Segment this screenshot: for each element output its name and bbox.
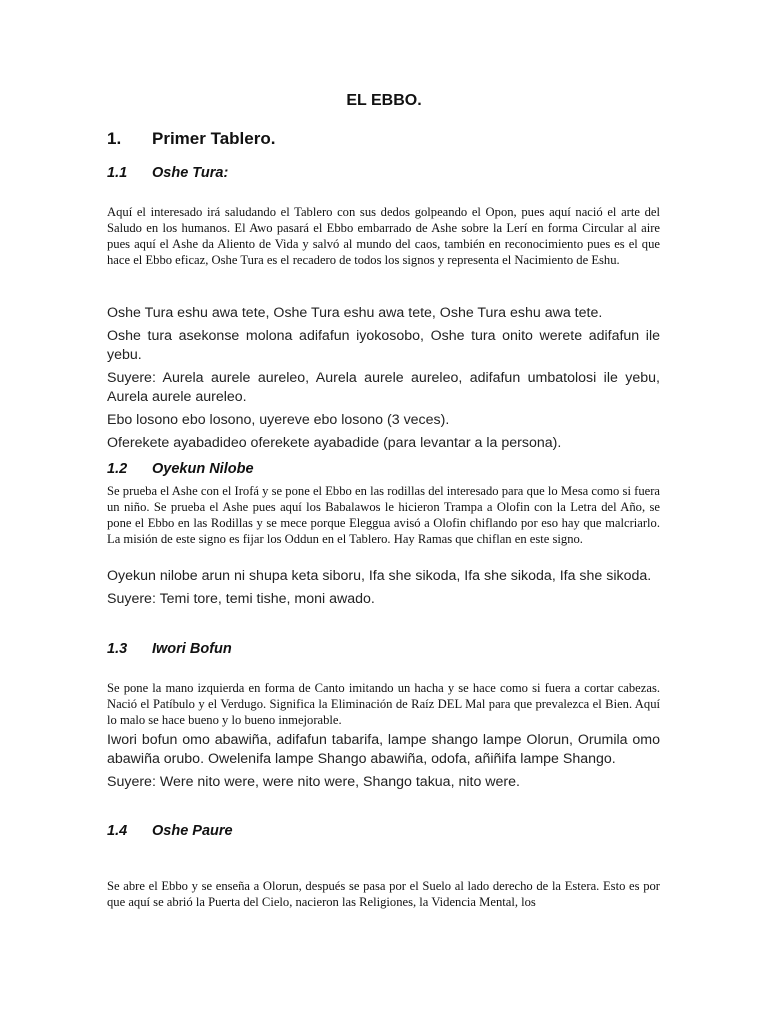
verse-line: Iwori bofun omo abawiña, adifafun tabarifa, lampe shango lampe Olorun, Orumila omo abawiña orubo. Owelenifa lampe Shango abawiña, odofa, añiñifa lampe Shango. — [107, 732, 660, 767]
section-heading — [107, 129, 275, 149]
subsection-title: Oshe Paure — [152, 823, 233, 839]
verse-line: Suyere: Were nito were, were nito were, Shango takua, nito were. — [107, 774, 520, 790]
subsection-heading — [107, 461, 254, 477]
subsection-title: Iwori Bofun — [152, 641, 232, 657]
subsection-number: 1.3 — [107, 641, 128, 657]
subsection-title: Oyekun Nilobe — [152, 461, 254, 477]
verse-line: Suyere: Temi tore, temi tishe, moni awado. — [107, 591, 375, 607]
subsection-number: 1.4 — [107, 823, 128, 839]
verse-line: Oshe Tura eshu awa tete, Oshe Tura eshu awa tete, Oshe Tura eshu awa tete. — [107, 305, 603, 321]
subsection-description: Se pone la mano izquierda en forma de Canto imitando un hacha y se hace como si fuera a cortar cabezas. Nació el Patíbulo y el Verdugo. Significa la Eliminación de Raíz DEL Mal para que prevalezca el Bien. Aquí lo malo se hace bueno y lo bueno inmejorable. — [107, 681, 660, 727]
verse-line: Oshe tura asekonse molona adifafun iyokosobo, Oshe tura onito werete adifafun ile yebu. — [107, 328, 660, 363]
document-title: EL EBBO. — [346, 92, 422, 109]
subsection-heading — [107, 641, 232, 657]
section-number: 1. — [107, 129, 122, 148]
verse-line: Suyere: Aurela aurele aureleo, Aurela aurele aureleo, adifafun umbatolosi ile yebu, Aurela aurele aureleo. — [107, 370, 660, 405]
verse-block — [107, 567, 660, 613]
subsection-title: Oshe Tura: — [152, 165, 229, 181]
subsection-description: Aquí el interesado irá saludando el Tablero con sus dedos golpeando el Opon, pues aquí nació el arte del Saludo en los humanos. El Awo pasará el Ebbo embarrado de Ashe sobre la Lerí en forma Circular al aire pues aquí el Ashe da Aliento de Vida y salvó al mundo del caos, también en reconocimiento pues es el que hace el Ebbo eficaz, Oshe Tura es el recadero de todos los signos y representa el Nacimiento de Eshu. — [107, 205, 660, 267]
subsection-number: 1.1 — [107, 165, 128, 181]
verse-line: Oyekun nilobe arun ni shupa keta siboru, Ifa she sikoda, Ifa she sikoda, Ifa she sikoda. — [107, 568, 652, 584]
verse-line: Oferekete ayabadideo oferekete ayabadide (para levantar a la persona). — [107, 435, 562, 451]
subsection-description: Se abre el Ebbo y se enseña a Olorun, después se pasa por el Suelo al lado derecho de la Estera. Esto es por que aquí se abrió la Puerta del Cielo, nacieron las Religiones, la Videncia Mental, los — [107, 879, 660, 909]
verse-block — [107, 304, 660, 457]
verse-block — [107, 731, 660, 796]
subsection-heading — [107, 165, 228, 181]
section-title: Primer Tablero. — [152, 129, 276, 148]
subsection-heading — [107, 823, 233, 839]
subsection-description: Se prueba el Ashe con el Irofá y se pone el Ebbo en las rodillas del interesado para que lo Mesa como si fuera un niño. Se prueba el Ashe pues aquí los Babalawos le hicieron Trampa a Olofin con la Letra del Año, se pone el Ebbo en las Rodillas y se mece porque Eleggua avisó a Olofin chiflando por eso hay que malcriarlo. La misión de este signo es fijar los Oddun en el Tablero. Hay Ramas que chiflan en este signo. — [107, 484, 660, 546]
subsection-number: 1.2 — [107, 461, 128, 477]
verse-line: Ebo losono ebo losono, uyereve ebo losono (3 veces). — [107, 412, 450, 428]
